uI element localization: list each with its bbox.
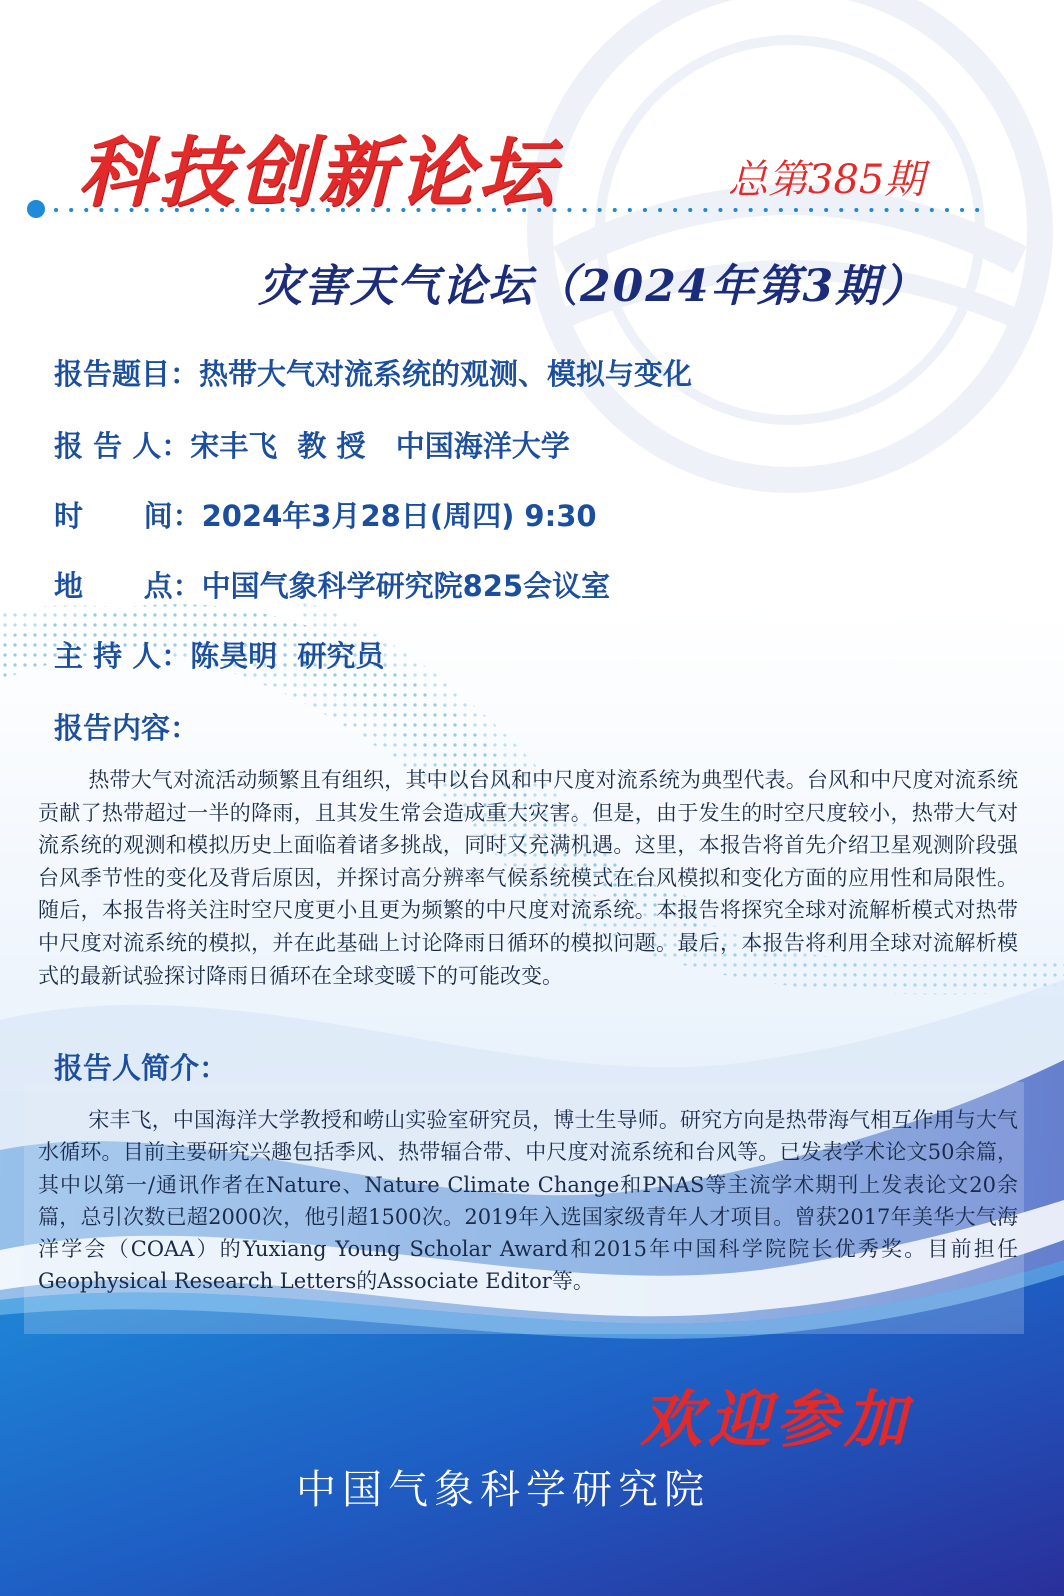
abstract-heading: 报告内容： xyxy=(54,711,200,745)
bio-heading: 报告人简介： xyxy=(54,1051,229,1085)
info-host xyxy=(54,634,384,675)
organization-name: 中国气象科学研究院 xyxy=(296,1467,710,1513)
info-speaker xyxy=(54,424,570,465)
time-label: 时 间： xyxy=(54,499,202,533)
info-place xyxy=(54,564,610,605)
place-value: 中国气象科学研究院825会议室 xyxy=(201,569,611,603)
bio-text: 宋丰飞，中国海洋大学教授和崂山实验室研究员，博士生导师。研究方向是热带海气相互作用与大气水循环。目前主要研究兴趣包括季风、热带辐合带、中尺度对流系统和台风等。已发表学术论文50余篇，其中以第一/通讯作者在Nature、Nature Climate Change和PNAS等主流学术期刊上发表论文20余篇，总引次数已超2000次，他引超1500次。2019年入选国家级青年人才项目。曾获2017年美华大气海洋学会（COAA）的Yuxiang Young Scholar Award和2015年中国科学院院长优秀奖。目前担任Geophysical Research Letters的Associate Editor等。 xyxy=(38,1108,1018,1294)
forum-subtitle: 灾害天气论坛（2024年第3期） xyxy=(258,261,928,312)
place-label: 地 点： xyxy=(54,569,202,603)
speaker-label: 报 告 人： xyxy=(54,429,191,463)
topic-value: 热带大气对流系统的观测、模拟与变化 xyxy=(199,357,693,391)
info-time xyxy=(54,494,597,535)
watermark-emblem xyxy=(540,0,1040,480)
topic-label: 报告题目： xyxy=(54,357,200,391)
forum-title: 科技创新论坛 xyxy=(78,128,558,217)
speaker-value: 宋丰飞 教 授 中国海洋大学 xyxy=(190,429,570,463)
abstract-text: 热带大气对流活动频繁且有组织，其中以台风和中尺度对流系统为典型代表。台风和中尺度对流系统贡献了热带超过一半的降雨，且其发生常会造成重大灾害。但是，由于发生的时空尺度较小，热带大气对流系统的观测和模拟历史上面临着诸多挑战，同时又充满机遇。这里，本报告将首先介绍卫星观测阶段强台风季节性的变化及背后原因，并探讨高分辨率气候系统模式在台风模拟和变化方面的应用性和局限性。随后，本报告将关注时空尺度更小且更为频繁的中尺度对流系统。本报告将探究全球对流解析模式对热带中尺度对流系统的模拟，并在此基础上讨论降雨日循环的模拟问题。最后，本报告将利用全球对流解析模式的最新试验探讨降雨日循环在全球变暖下的可能改变。 xyxy=(38,768,1018,988)
info-topic xyxy=(54,352,692,393)
issue-number: 总第385期 xyxy=(728,157,925,203)
time-value: 2024年3月28日(周四) 9:30 xyxy=(201,499,597,533)
host-label: 主 持 人： xyxy=(54,639,191,673)
host-value: 陈昊明 研究员 xyxy=(190,639,385,673)
welcome-text: 欢迎参加 xyxy=(640,1383,913,1456)
